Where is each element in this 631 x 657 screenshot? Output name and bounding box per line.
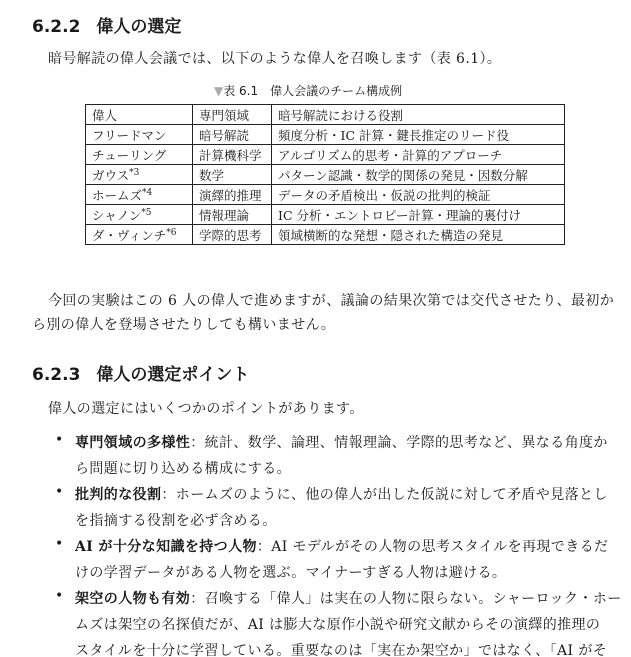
field-cell: 情報理論 (193, 205, 272, 225)
bullet-line (75, 562, 506, 582)
bullet-icon: • (55, 588, 64, 604)
field-cell: 暗号解読 (193, 125, 272, 145)
footnote-ref[interactable]: *6 (166, 227, 177, 238)
caption-text: 表 6.1 偉人会議のチーム構成例 (223, 84, 403, 98)
section-title: 偉人の選定 (96, 17, 182, 37)
bullet-term: AI が十分な知識を持つ人物 (75, 539, 257, 555)
bullet-line (75, 510, 277, 530)
bullet-icon: • (55, 536, 64, 552)
bullet-text: ：召喚する「偉人」は実在の人物に限らない。シャーロック・ホー (190, 591, 622, 607)
table-row (86, 205, 565, 225)
section-heading-6-2-3 (32, 360, 249, 385)
section-number: 6.2.3 (32, 365, 81, 385)
bullet-line (75, 640, 607, 657)
paragraph-line: 今回の実験はこの 6 人の偉人で進めますが、議論の結果次第では交代させたり、最初か (48, 293, 615, 309)
field-cell: 演繹的推理 (193, 185, 272, 205)
bullet-term: 架空の人物も有効 (75, 591, 191, 607)
section-intro: 暗号解読の偉人会議では、以下のような偉人を召喚します（表 6.1）。 (48, 51, 502, 67)
team-table (85, 104, 565, 245)
section-heading-6-2-2 (32, 12, 181, 37)
header-cell: 偉人 (86, 105, 193, 125)
role-cell: データの矛盾検出・仮説の批判的検証 (272, 185, 565, 205)
role-cell: アルゴリズム的思考・計算的アプローチ (272, 145, 565, 165)
triangle-icon: ▼ (214, 84, 224, 98)
name-cell (86, 205, 193, 225)
bullet-line (75, 614, 600, 634)
name-cell (86, 225, 193, 245)
header-cell: 専門領域 (193, 105, 272, 125)
name: チューリング (92, 147, 167, 163)
bullet-line (75, 588, 622, 608)
bullet-text: スタイルを十分に学習している。重要なのは「実在か架空か」ではなく、「AI がそ (75, 643, 608, 657)
bullet-icon: • (55, 484, 64, 500)
bullet-text: ら問題に切り込める構成にする。 (75, 461, 291, 477)
bullet-term: 批判的な役割 (75, 487, 162, 503)
role-cell: パターン認識・数学的関係の発見・因数分解 (272, 165, 565, 185)
bullet-text: ムズは架空の名探偵だが、AI は膨大な原作小説や研究文献からその演繹的推理の (75, 617, 601, 633)
footnote-ref[interactable]: *3 (129, 167, 140, 178)
field-cell: 学際的思考 (193, 225, 272, 245)
table-row (86, 125, 565, 145)
bullet-term: 専門領域の多様性 (75, 435, 191, 451)
name: ガウス (92, 167, 130, 183)
section-number: 6.2.2 (32, 17, 81, 37)
table-row (86, 165, 565, 185)
name-cell (86, 125, 193, 145)
bullet-text: けの学習データがある人物を選ぶ。マイナーすぎる人物は避ける。 (75, 565, 507, 581)
name: フリードマン (92, 127, 167, 143)
header-cell: 暗号解読における役割 (272, 105, 565, 125)
bullet-line (75, 432, 608, 452)
name-cell (86, 165, 193, 185)
name: ダ・ヴィンチ (92, 227, 167, 243)
bullet-text: ：ホームズのように、他の偉人が出した仮説に対して矛盾や見落とし (161, 487, 608, 503)
bullet-icon: • (55, 432, 64, 448)
bullet-text: ：統計、数学、論理、情報理論、学際的思考など、異なる角度か (190, 435, 608, 451)
bullet-line (75, 458, 291, 478)
bullet-text: を指摘する役割を必ず含める。 (75, 513, 277, 529)
bullet-text: ：AI モデルがその人物の思考スタイルを再現できるだ (256, 539, 609, 555)
field-cell: 計算機科学 (193, 145, 272, 165)
section-title: 偉人の選定ポイント (96, 365, 250, 385)
table-caption (214, 82, 402, 99)
section-intro: 偉人の選定にはいくつかのポイントがあります。 (48, 401, 364, 417)
table-header-row (86, 105, 565, 125)
role-cell: 頻度分析・IC 計算・鍵長推定のリード役 (272, 125, 565, 145)
bullet-line (75, 536, 608, 556)
table-row (86, 145, 565, 165)
footnote-ref[interactable]: *4 (142, 187, 153, 198)
bullet-line (75, 484, 608, 504)
name-cell (86, 185, 193, 205)
role-cell: IC 分析・エントロピー計算・理論的裏付け (272, 205, 565, 225)
footnote-ref[interactable]: *5 (141, 207, 152, 218)
name: シャノン (92, 207, 142, 223)
name: ホームズ (92, 187, 143, 203)
name-cell (86, 145, 193, 165)
paragraph-line: ら別の偉人を登場させたりしても構いません。 (32, 317, 336, 333)
field-cell: 数学 (193, 165, 272, 185)
table-row (86, 185, 565, 205)
table-row (86, 225, 565, 245)
role-cell: 領域横断的な発想・隠された構造の発見 (272, 225, 565, 245)
